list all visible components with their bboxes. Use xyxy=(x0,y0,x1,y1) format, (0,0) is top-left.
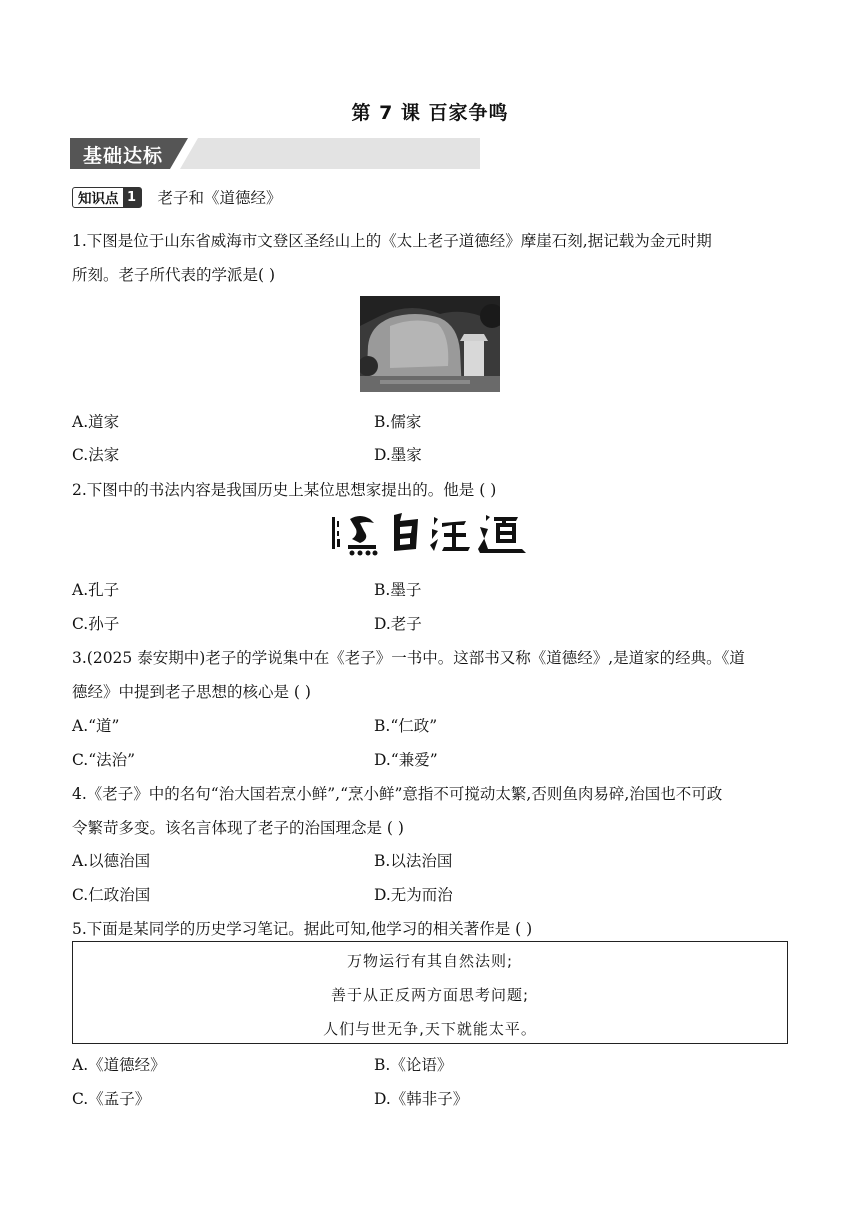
question-3-text-line-1: 3.(2025 泰安期中)老子的学说集中在《老子》一书中。这部书又称《道德经》,是道家的经典。《道 xyxy=(72,649,745,667)
question-3-option-d: D.“兼爱” xyxy=(374,751,438,769)
question-5-option-b: B.《论语》 xyxy=(374,1056,453,1074)
question-1-option-d: D.墨家 xyxy=(374,446,422,464)
knowledge-point-tag xyxy=(72,187,142,208)
question-2-option-a: A.孔子 xyxy=(72,581,120,599)
study-note-line-3: 人们与世无争,天下就能太平。 xyxy=(323,1020,537,1038)
question-4-option-d: D.无为而治 xyxy=(374,886,453,904)
question-1-option-a: A.道家 xyxy=(72,413,120,431)
study-note-line-1: 万物运行有其自然法则; xyxy=(346,952,514,970)
section-banner xyxy=(70,138,480,169)
question-5-option-a: A.《道德经》 xyxy=(72,1056,166,1074)
question-1-option-b: B.儒家 xyxy=(374,413,422,431)
stone-carving-image xyxy=(360,296,500,392)
knowledge-point-number: 1 xyxy=(123,188,141,207)
question-4-option-b: B.以法治国 xyxy=(374,852,453,870)
question-2-text: 2.下图中的书法内容是我国历史上某位思想家提出的。他是 ( ) xyxy=(72,481,497,499)
question-1-text-line-1: 1.下图是位于山东省威海市文登区圣经山上的《太上老子道德经》摩崖石刻,据记载为金元时期 xyxy=(72,232,712,250)
question-4-text-line-1: 4.《老子》中的名句“治大国若烹小鲜”,“烹小鲜”意指不可搅动太繁,否则鱼肉易碎,治国也不可政 xyxy=(72,785,723,803)
question-2-option-c: C.孙子 xyxy=(72,615,120,633)
question-3-option-c: C.“法治” xyxy=(72,751,136,769)
calligraphy-image xyxy=(330,509,528,559)
study-note-box xyxy=(72,941,788,1044)
section-banner-label: 基础达标 xyxy=(83,145,164,167)
question-1-option-c: C.法家 xyxy=(72,446,120,464)
study-note-line-2: 善于从正反两方面思考问题; xyxy=(330,986,530,1004)
knowledge-point-tag-label: 知识点 xyxy=(78,191,119,207)
lesson-title: 第 7 课 百家争鸣 xyxy=(351,102,509,124)
question-3-option-b: B.“仁政” xyxy=(374,717,438,735)
question-2-option-d: D.老子 xyxy=(374,615,422,633)
calligraphy-artwork xyxy=(330,509,528,559)
question-4-option-a: A.以德治国 xyxy=(72,852,151,870)
question-1-text-line-2: 所刻。老子所代表的学派是( ) xyxy=(72,266,276,284)
question-3-text-line-2: 德经》中提到老子思想的核心是 ( ) xyxy=(72,683,311,701)
question-3-option-a: A.“道” xyxy=(72,717,120,735)
knowledge-point-title: 老子和《道德经》 xyxy=(157,189,282,207)
question-5-text: 5.下面是某同学的历史学习笔记。据此可知,他学习的相关著作是 ( ) xyxy=(72,920,533,938)
question-5-option-c: C.《孟子》 xyxy=(72,1090,151,1108)
question-2-option-b: B.墨子 xyxy=(374,581,422,599)
question-5-option-d: D.《韩非子》 xyxy=(374,1090,469,1108)
stone-carving-photo xyxy=(360,296,500,392)
question-4-text-line-2: 令繁苛多变。该名言体现了老子的治国理念是 ( ) xyxy=(72,819,404,837)
knowledge-point-header xyxy=(72,186,282,208)
question-4-option-c: C.仁政治国 xyxy=(72,886,151,904)
